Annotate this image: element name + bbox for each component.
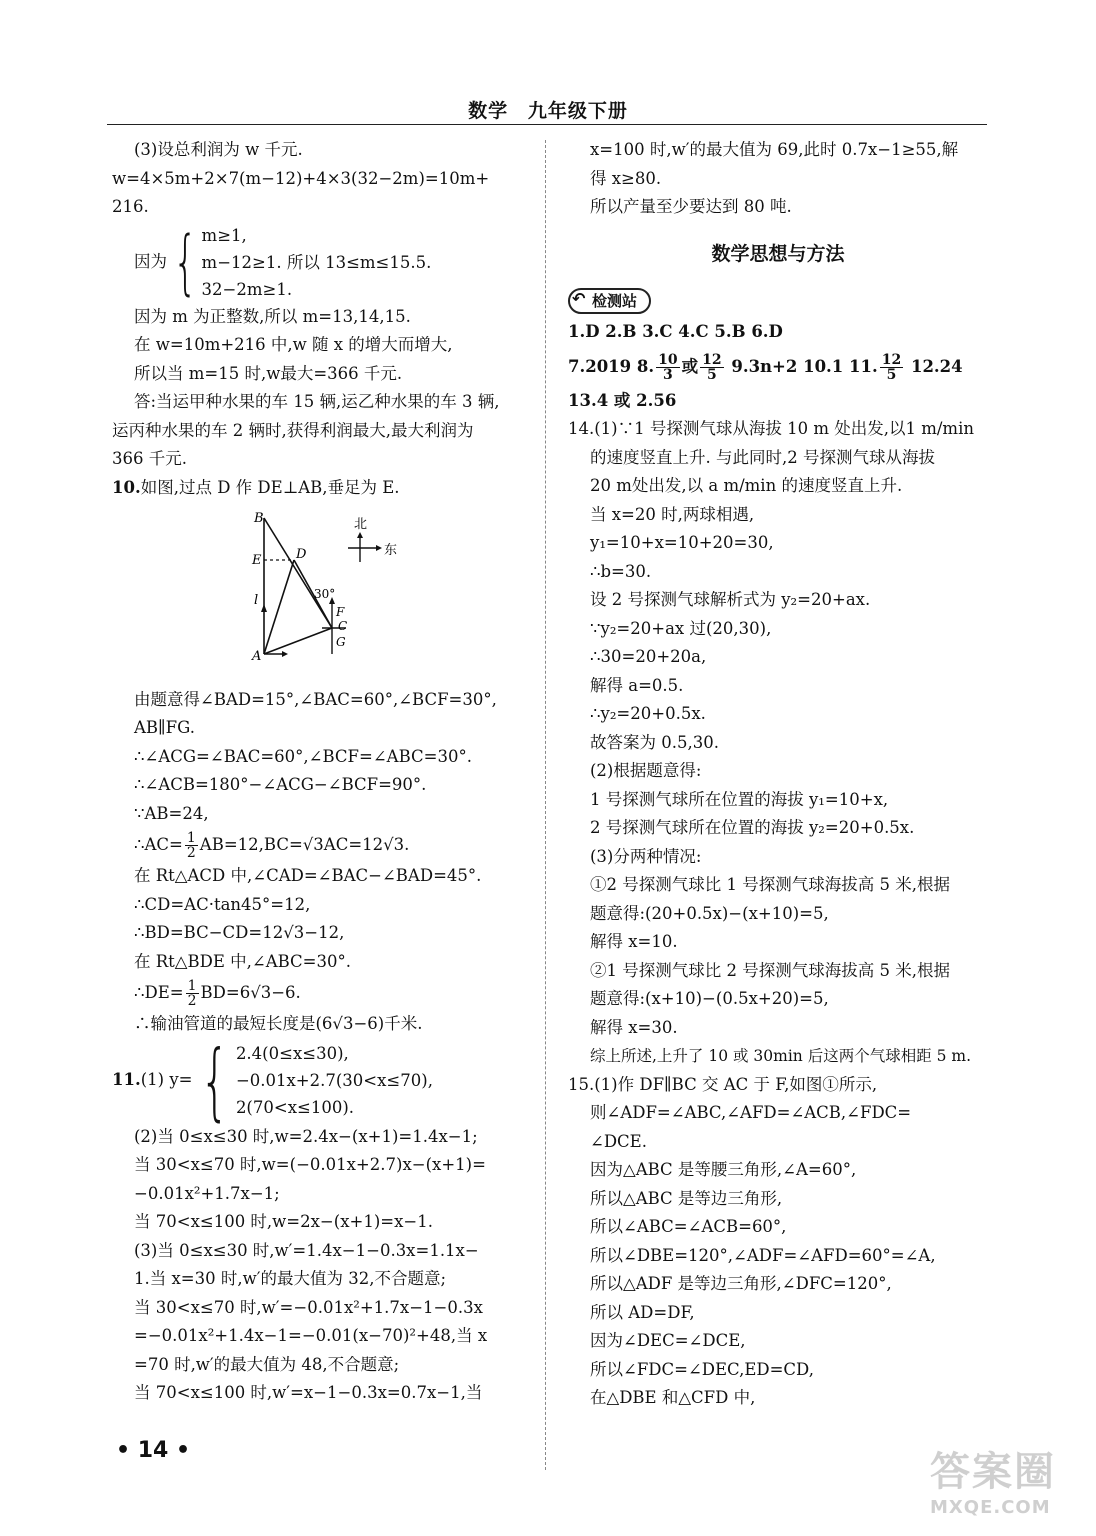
header-rule [107, 124, 987, 125]
label-l: l [254, 593, 259, 608]
denominator: 5 [706, 366, 717, 383]
text-line: ∵AB=24, [134, 803, 209, 823]
text-line: 故答案为 0.5,30. [590, 732, 719, 752]
text-fragment: ∴DE= [134, 983, 184, 1002]
text-line: 在△DBE 和△CFD 中, [590, 1388, 756, 1407]
text-line: (3)分两种情况: [590, 846, 702, 866]
text-line: (2)当 0≤x≤30 时,w=2.4x−(x+1)=1.4x−1; [134, 1126, 478, 1146]
denominator: 5 [886, 366, 897, 383]
text-line: −0.01x²+1.7x−1; [134, 1183, 280, 1203]
label-G: G [336, 635, 346, 649]
question-10 [112, 474, 532, 503]
text-line: 当 70<x≤100 时,w=2x−(x+1)=x−1. [134, 1212, 433, 1231]
text-fragment: 12.24 [905, 356, 963, 376]
numerator: 10 [658, 351, 678, 368]
fraction [700, 353, 723, 382]
text-line: 20 m处出发,以 a m/min 的速度竖直上升. [590, 476, 903, 495]
label-F: F [336, 605, 345, 619]
text-line: 所以 AD=DF, [590, 1302, 695, 1322]
text-line: 设 2 号探测气球解析式为 y₂=20+ax. [590, 590, 871, 609]
fraction [185, 831, 198, 860]
fraction [656, 353, 679, 382]
page-number: • 14 • [116, 1438, 191, 1463]
text-line: 所以产量至少要达到 80 吨. [590, 197, 792, 216]
text-line: 所以△ADF 是等边三角形,∠DFC=120°, [590, 1274, 892, 1293]
text-line: 366 千元. [112, 449, 187, 468]
watermark-text: 答案圈 [930, 1449, 1056, 1495]
text-fragment: AB=12,BC=√3AC=12√3. [199, 835, 410, 854]
text-line: 当 30<x≤70 时,w′=−0.01x²+1.7x−1−0.3x [134, 1297, 483, 1317]
text-line: ∴BD=BC−CD=12√3−12, [134, 923, 345, 942]
text-line: 所以∠ABC=∠ACB=60°, [590, 1217, 787, 1236]
label-B: B [254, 511, 264, 526]
text-line: 1.当 x=30 时,w′的最大值为 32,不合题意; [134, 1269, 447, 1288]
question-number: 10. [112, 477, 141, 497]
text-line: 因为 m 为正整数,所以 m=13,14,15. [134, 306, 411, 326]
label-E: E [252, 553, 262, 568]
denominator: 2 [186, 845, 196, 861]
fraction [186, 979, 199, 1008]
column-divider [545, 140, 546, 1470]
label-east: 东 [384, 543, 398, 558]
system-row: 32−2m≥1. [201, 279, 293, 299]
text-line: w=4×5m+2×7(m−12)+4×3(32−2m)=10m+ [112, 168, 490, 188]
text-line: ∴b=30. [590, 561, 652, 581]
header-grade: 九年级下册 [527, 100, 628, 122]
denominator: 3 [662, 366, 673, 383]
text-line: x=100 时,w′的最大值为 69,此时 0.7x−1≥55,解 [590, 140, 959, 159]
text-fragment: 或 [681, 356, 699, 376]
text-line: 解得 a=0.5. [590, 675, 684, 695]
question-prefix: (1) y= [140, 1070, 193, 1090]
text-line: ∴CD=AC·tan45°=12, [134, 894, 311, 914]
label-angle: 30° [314, 587, 336, 601]
text-line: (3)设总利润为 w 千元. [134, 140, 303, 159]
text-line: 得 x≥80. [590, 168, 662, 188]
text-line: ∴∠ACB=180°−∠ACG−∠BCF=90°. [134, 775, 427, 794]
text-line: 因为△ABC 是等腰三角形,∠A=60°, [590, 1160, 857, 1179]
text-line: y₁=10+x=10+20=30, [590, 533, 774, 552]
answer-line: 13.4 或 2.56 [568, 390, 677, 410]
text-line: 答:当运甲种水果的车 15 辆,运乙种水果的车 3 辆, [134, 392, 500, 411]
text-line: 在 Rt△ACD 中,∠CAD=∠BAC−∠BAD=45°. [134, 866, 482, 885]
label-north: 北 [354, 517, 368, 532]
header-subject: 数学 [468, 100, 509, 122]
watermark-logo [930, 1440, 1056, 1518]
text-line: 所以△ABC 是等边三角形, [590, 1188, 783, 1208]
equation-system-1 [112, 222, 532, 303]
left-column [112, 136, 532, 1408]
text-line: AB∥FG. [134, 718, 195, 737]
right-column [568, 136, 988, 1413]
text-line: 由题意得∠BAD=15°,∠BAC=60°,∠BCF=30°, [134, 689, 497, 709]
text-line: 则∠ADF=∠ABC,∠AFD=∠ACB,∠FDC= [590, 1103, 912, 1122]
denominator: 2 [187, 993, 197, 1009]
text-fragment: 7.2019 8. [568, 356, 655, 376]
text-line: (2)根据题意得: [590, 761, 702, 780]
text-line-fraction [112, 976, 532, 1010]
label-D: D [296, 547, 307, 562]
numerator: 12 [881, 351, 902, 368]
question-text: 如图,过点 D 作 DE⊥AB,垂足为 E. [140, 477, 400, 497]
text-line: 14.(1)∵1 号探测气球从海拔 10 m 处出发,以1 m/min [568, 419, 974, 438]
text-line: ①2 号探测气球比 1 号探测气球海拔高 5 米,根据 [590, 875, 950, 894]
text-line: 在 w=10m+216 中,w 随 x 的增大而增大, [134, 335, 453, 354]
text-line: 当 30<x≤70 时,w=(−0.01x+2.7)x−(x+1)= [134, 1155, 486, 1174]
text-fragment: ∴AC= [134, 835, 183, 854]
question-number: 11. [112, 1070, 141, 1090]
text-line: 的速度竖直上升. 与此同时,2 号探测气球从海拔 [590, 447, 935, 467]
system-row: m−12≥1. 所以 13≤m≤15.5. [201, 252, 432, 272]
answer-line: 1.D 2.B 3.C 4.C 5.B 6.D [568, 322, 783, 341]
text-line: ∴y₂=20+0.5x. [590, 704, 706, 723]
text-line-fraction [112, 828, 532, 862]
text-line: ∴30=20+20a, [590, 647, 707, 666]
text-line: 解得 x=30. [590, 1017, 678, 1037]
text-line: 所以∠DBE=120°,∠ADF=∠AFD=60°=∠A, [590, 1245, 936, 1265]
text-line: 当 x=20 时,两球相遇, [590, 504, 755, 524]
geometry-figure [242, 504, 402, 672]
text-line: 在 Rt△BDE 中,∠ABC=30°. [134, 951, 351, 971]
section-title: 数学思想与方法 [711, 242, 845, 265]
text-line: 2 号探测气球所在位置的海拔 y₂=20+0.5x. [590, 818, 915, 837]
numerator: 1 [187, 978, 197, 994]
label-C: C [338, 619, 348, 633]
text-line: =−0.01x²+1.4x−1=−0.01(x−70)²+48,当 x [134, 1326, 488, 1345]
brace-icon: { [173, 221, 198, 303]
numerator: 1 [186, 830, 196, 846]
page-header [0, 96, 1096, 123]
text-line: 当 70<x≤100 时,w′=x−1−0.3x=0.7x−1,当 [134, 1383, 483, 1402]
text-line: ∵y₂=20+ax 过(20,30), [590, 618, 772, 638]
text-line: 1 号探测气球所在位置的海拔 y₁=10+x, [590, 789, 889, 809]
answer-line-fraction [568, 347, 988, 387]
label-A: A [252, 649, 262, 664]
numerator: 12 [702, 351, 722, 368]
text-line: ∴输油管道的最短长度是(6√3−6)千米. [134, 1014, 423, 1033]
text-line: 15.(1)作 DF∥BC 交 AC 于 F,如图①所示, [568, 1074, 878, 1094]
question-11 [112, 1031, 532, 1130]
piecewise-row: 2(70<x≤100). [235, 1098, 354, 1117]
brace-icon: { [200, 1031, 230, 1130]
text-line: (3)当 0≤x≤30 时,w′=1.4x−1−0.3x=1.1x− [134, 1240, 479, 1260]
question-14-block [568, 415, 988, 1071]
piecewise-row: 2.4(0≤x≤30), [235, 1044, 349, 1063]
text-line: 所以当 m=15 时,w最大=366 千元. [134, 363, 403, 383]
text-line: ∠DCE. [590, 1131, 647, 1151]
question-15-block [568, 1071, 988, 1413]
text-line: 解得 x=10. [590, 932, 678, 951]
text-line: 所以∠FDC=∠DEC,ED=CD, [590, 1359, 814, 1379]
text-line: 题意得:(x+10)−(0.5x+20)=5, [590, 989, 829, 1008]
fraction [880, 353, 903, 382]
text-line: 运丙种水果的车 2 辆时,获得利润最大,最大利润为 [112, 420, 474, 440]
system-row: m≥1, [201, 225, 247, 245]
text-line: =70 时,w′的最大值为 48,不合题意; [134, 1354, 400, 1374]
text-fragment: BD=6√3−6. [200, 983, 301, 1002]
system-prefix: 因为 [134, 251, 167, 271]
text-line: 综上所述,上升了 10 或 30min 后这两个气球相距 5 m. [590, 1047, 972, 1065]
text-line: 因为∠DEC=∠DCE, [590, 1331, 746, 1350]
text-line: ②1 号探测气球比 2 号探测气球海拔高 5 米,根据 [590, 960, 950, 980]
watermark-url: MXQE.COM [930, 1497, 1051, 1518]
text-line: ∴∠ACG=∠BAC=60°,∠BCF=∠ABC=30°. [134, 746, 472, 766]
section-badge: ↶ 检测站 [568, 288, 651, 314]
text-fragment: 9.3n+2 10.1 11. [725, 356, 878, 376]
text-line: 216. [112, 197, 149, 216]
text-line: 题意得:(20+0.5x)−(x+10)=5, [590, 903, 829, 923]
piecewise-row: −0.01x+2.7(30<x≤70), [235, 1071, 433, 1090]
